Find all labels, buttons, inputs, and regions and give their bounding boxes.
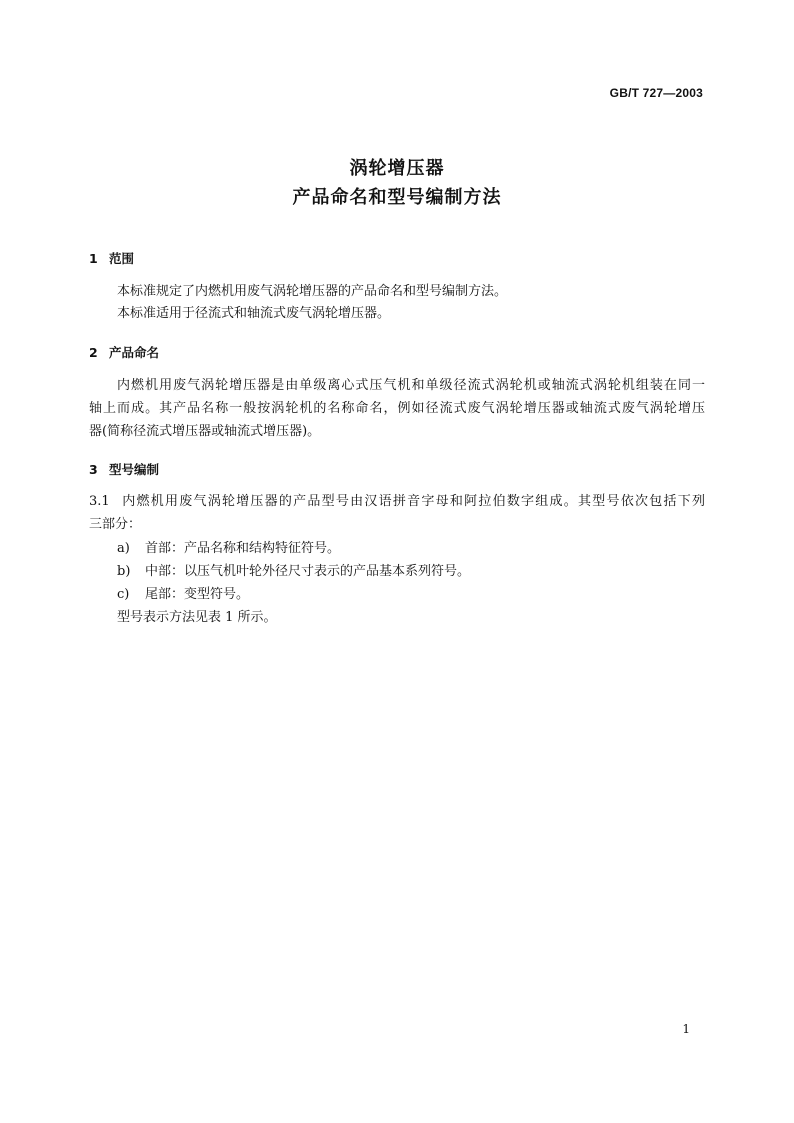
list-item <box>117 584 249 606</box>
list-item-text: 首部：产品名称和结构特征符号。 <box>145 541 341 556</box>
section-2-line-2: 轴上而成。其产品名称一般按涡轮机的名称命名，例如径流式废气涡轮增压器或轴流式废气涡轮增压 <box>89 401 705 416</box>
section-2-line-1: 内燃机用废气涡轮增压器是由单级离心式压气机和单级径流式涡轮机或轴流式涡轮机组装在同一 <box>117 378 705 393</box>
page-number: 1 <box>682 1022 690 1036</box>
subsection-3-1-line-1: 3.1 内燃机用废气涡轮增压器的产品型号由汉语拼音字母和阿拉伯数字组成。其型号依次包括下列 <box>89 491 705 513</box>
section-1-heading <box>89 249 134 267</box>
closing-paragraph: 型号表示方法见表 1 所示。 <box>117 610 277 625</box>
section-3-title: 型号编制 <box>109 462 160 477</box>
list-marker: c) <box>117 587 130 602</box>
title-line-2: 产品命名和型号编制方法 <box>292 187 502 208</box>
section-1-title: 范围 <box>109 251 135 266</box>
section-1-paragraph-1: 本标准规定了内燃机用废气涡轮增压器的产品命名和型号编制方法。 <box>117 284 508 299</box>
section-3-heading <box>89 460 159 478</box>
section-1-paragraph-2: 本标准适用于径流式和轴流式废气涡轮增压器。 <box>117 306 391 321</box>
list-item <box>117 561 470 583</box>
section-2-line-3: 器(简称径流式增压器或轴流式增压器)。 <box>89 424 321 439</box>
section-3-number: 3 <box>89 462 98 477</box>
list-item-text: 尾部：变型符号。 <box>145 587 250 602</box>
subsection-3-1-number: 3.1 <box>89 494 110 509</box>
list-marker: b) <box>117 564 131 579</box>
list-item <box>117 538 340 560</box>
list-item-text: 中部：以压气机叶轮外径尺寸表示的产品基本系列符号。 <box>145 564 471 579</box>
list-marker: a) <box>117 541 130 556</box>
section-2-number: 2 <box>89 345 98 360</box>
title-line-1: 涡轮增压器 <box>349 158 445 179</box>
section-2-heading <box>89 343 159 361</box>
subsection-3-1-line-2: 三部分： <box>89 517 142 532</box>
standard-code: GB/T 727—2003 <box>609 86 703 100</box>
section-1-number: 1 <box>89 251 98 266</box>
section-2-title: 产品命名 <box>109 345 160 360</box>
